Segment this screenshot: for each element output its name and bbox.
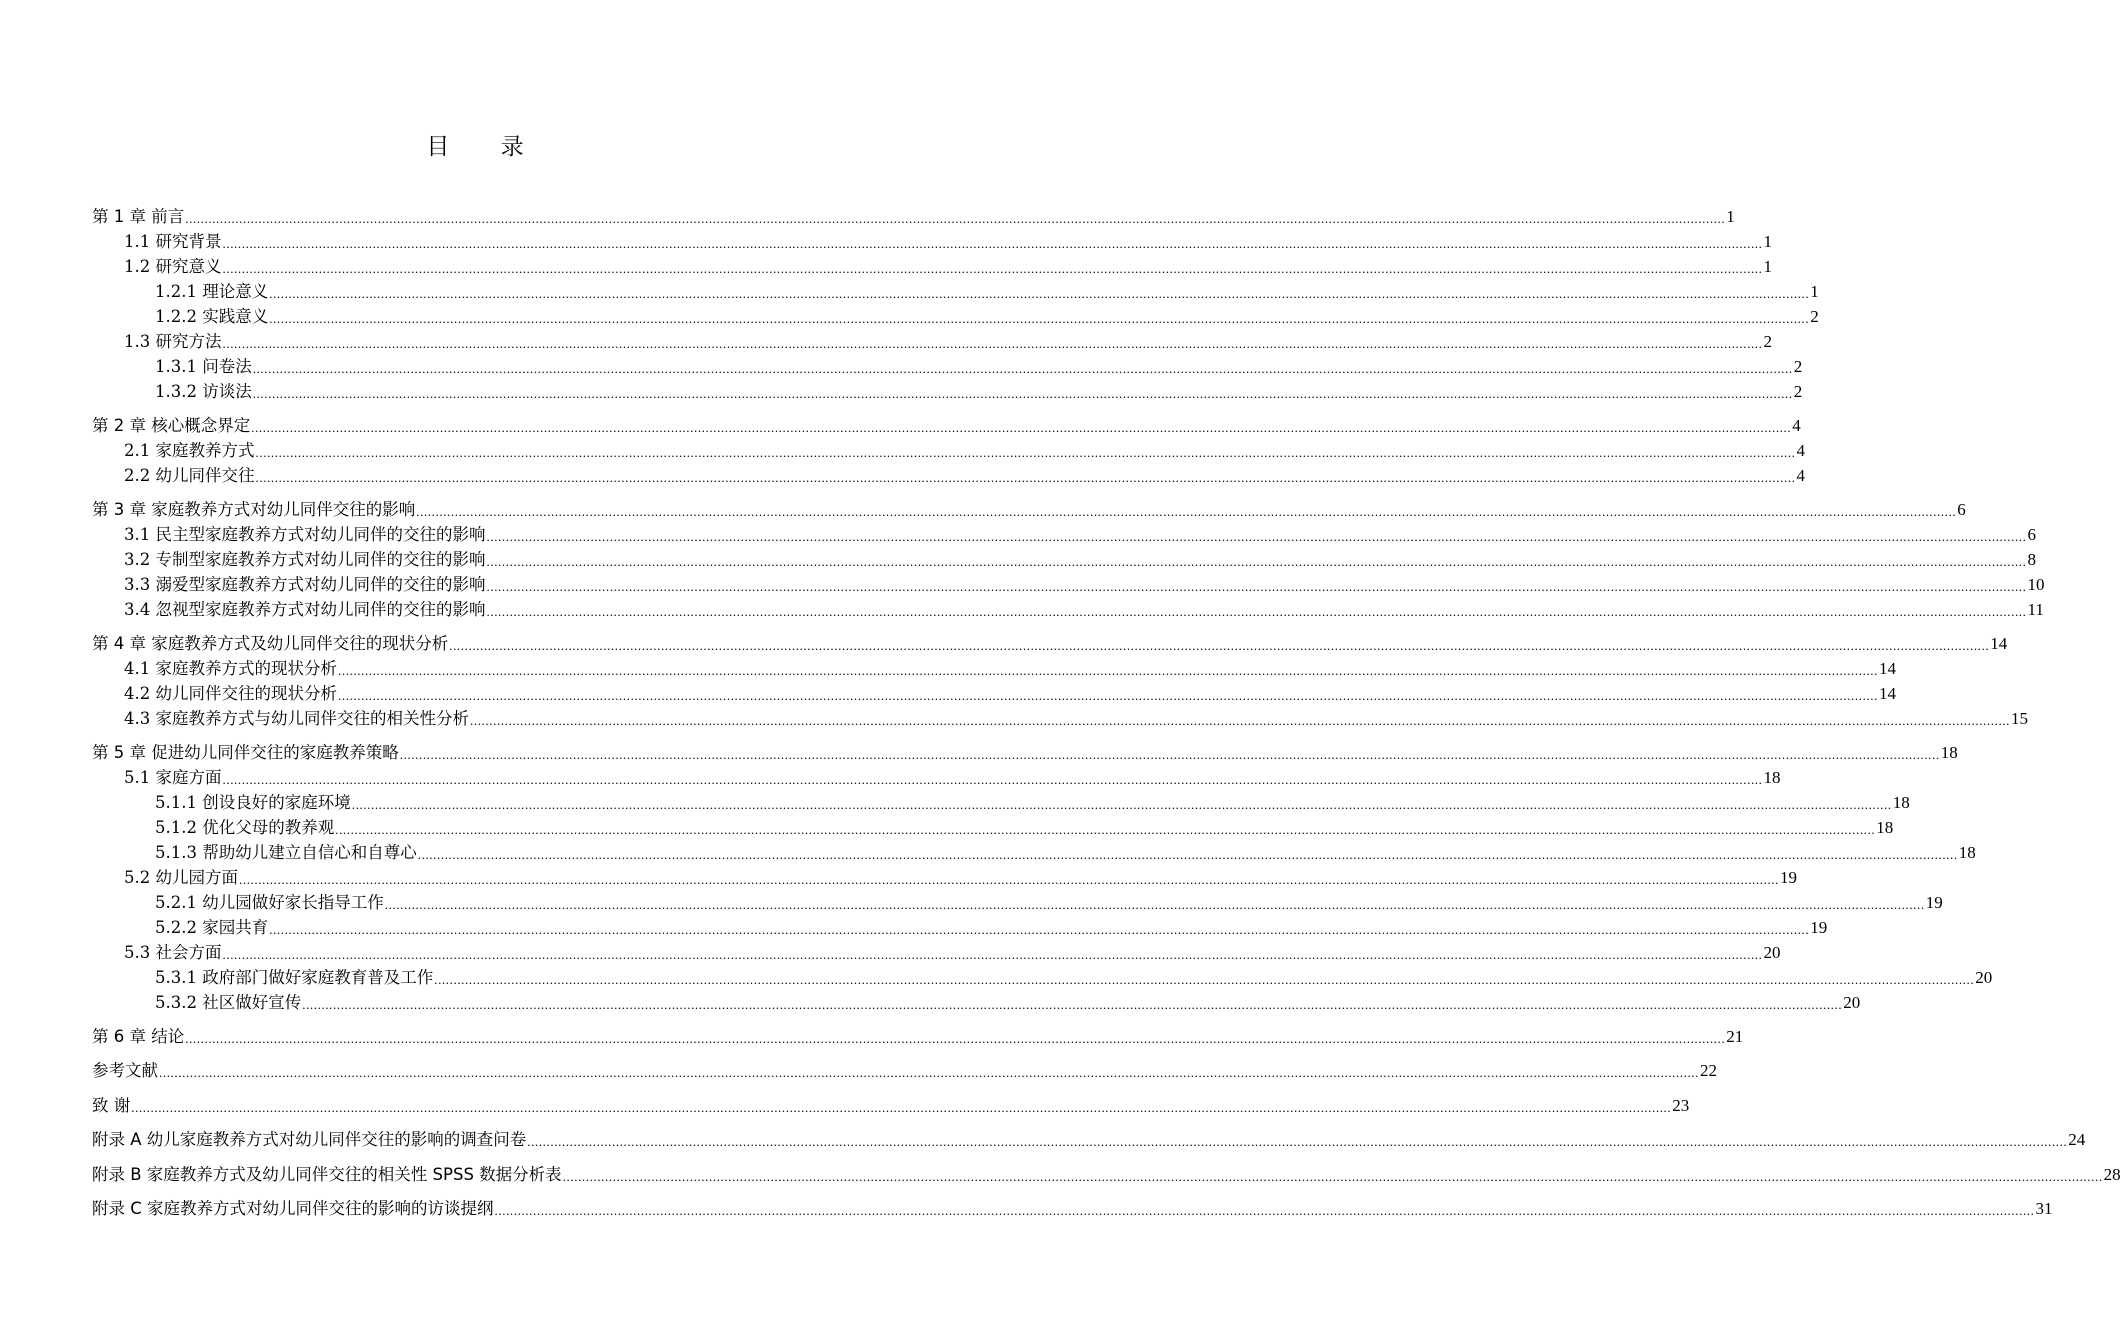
toc-entry[interactable]	[92, 816, 1894, 840]
toc-entry-label: 5.3.2 社区做好宣传	[155, 993, 302, 1012]
toc-entry[interactable]	[92, 657, 1896, 681]
toc-leader-dots: ................................................................................................................................................................................................................................................................................................................................................................................................................	[302, 997, 1843, 1012]
toc-entry[interactable]	[92, 280, 1819, 304]
toc-entry-page: 2	[1793, 382, 1803, 401]
toc-entry-page: 18	[1876, 818, 1894, 837]
toc-entry[interactable]	[92, 916, 1828, 940]
toc-entry-label: 3.2 专制型家庭教养方式对幼儿同伴的交往的影响	[124, 550, 486, 569]
toc-entry[interactable]	[92, 205, 1735, 229]
toc-entry[interactable]	[92, 355, 1803, 379]
toc-entry-page: 4	[1796, 466, 1805, 485]
toc-entry-page: 28	[2103, 1165, 2121, 1184]
toc-entry-label: 1.2.1 理论意义	[155, 282, 269, 301]
toc-leader-dots: ................................................................................................................................................................................................................................................................................................................................................................................................................	[486, 579, 2027, 594]
toc-entry[interactable]	[92, 1094, 1690, 1118]
toc-entry-page: 1	[1763, 257, 1772, 276]
toc-entry-label: 5.3.1 政府部门做好家庭教育普及工作	[155, 968, 434, 987]
toc-entry-label: 5.2.2 家园共育	[155, 918, 269, 937]
toc-entry-label: 第 2 章 核心概念界定	[92, 416, 251, 435]
toc-entry-page: 4	[1792, 416, 1801, 435]
toc-entry-page: 18	[1940, 743, 1958, 762]
toc-entry-page: 6	[1957, 500, 1966, 519]
toc-entry-label: 2.1 家庭教养方式	[124, 441, 255, 460]
toc-entry[interactable]	[92, 573, 2045, 597]
toc-entry[interactable]	[92, 707, 2028, 731]
toc-leader-dots: ................................................................................................................................................................................................................................................................................................................................................................................................................	[269, 286, 1810, 301]
toc-entry[interactable]	[92, 439, 1805, 463]
toc-entry[interactable]	[92, 414, 1801, 438]
toc-entry[interactable]	[92, 464, 1805, 488]
toc-entry[interactable]	[92, 1059, 1717, 1083]
toc-entry[interactable]	[92, 598, 2044, 622]
toc-leader-dots: ................................................................................................................................................................................................................................................................................................................................................................................................................	[416, 504, 1957, 519]
toc-entry[interactable]	[92, 941, 1781, 965]
toc-entry[interactable]	[92, 682, 1896, 706]
toc-leader-dots: ................................................................................................................................................................................................................................................................................................................................................................................................................	[251, 420, 1792, 435]
toc-leader-dots: ................................................................................................................................................................................................................................................................................................................................................................................................................	[131, 1100, 1672, 1115]
toc-entry-label: 附录 C 家庭教养方式对幼儿同伴交往的影响的访谈提纲	[92, 1199, 494, 1218]
toc-entry-label: 第 4 章 家庭教养方式及幼儿同伴交往的现状分析	[92, 634, 449, 653]
toc-entry-label: 5.3 社会方面	[124, 943, 222, 962]
toc-entry[interactable]	[92, 305, 1819, 329]
toc-entry[interactable]	[92, 255, 1772, 279]
toc-entry[interactable]	[92, 891, 1943, 915]
toc-entry-label: 第 6 章 结论	[92, 1027, 185, 1046]
toc-entry-page: 22	[1700, 1061, 1717, 1080]
toc-entry-label: 致 谢	[92, 1096, 131, 1115]
toc-leader-dots: ................................................................................................................................................................................................................................................................................................................................................................................................................	[222, 236, 1763, 251]
toc-entry[interactable]	[92, 841, 1976, 865]
toc-entry-page: 19	[1810, 918, 1828, 937]
toc-leader-dots: ................................................................................................................................................................................................................................................................................................................................................................................................................	[269, 922, 1810, 937]
toc-leader-dots: ................................................................................................................................................................................................................................................................................................................................................................................................................	[255, 470, 1796, 485]
toc-entry-page: 24	[2068, 1130, 2086, 1149]
toc-leader-dots: ................................................................................................................................................................................................................................................................................................................................................................................................................	[222, 772, 1763, 787]
toc-leader-dots: ................................................................................................................................................................................................................................................................................................................................................................................................................	[222, 336, 1763, 351]
toc-entry-label: 3.4 忽视型家庭教养方式对幼儿同伴的交往的影响	[124, 600, 486, 619]
toc-entry[interactable]	[92, 991, 1861, 1015]
toc-leader-dots: ................................................................................................................................................................................................................................................................................................................................................................................................................	[486, 554, 2027, 569]
toc-entry[interactable]	[92, 632, 2008, 656]
toc-entry[interactable]	[92, 230, 1772, 254]
toc-entry[interactable]	[92, 866, 1797, 890]
toc-entry-label: 4.2 幼儿同伴交往的现状分析	[124, 684, 337, 703]
toc-entry[interactable]	[92, 330, 1772, 354]
toc-entry-page: 11	[2027, 600, 2044, 619]
toc-entry-label: 5.1.1 创设良好的家庭环境	[155, 793, 351, 812]
toc-entry-label: 2.2 幼儿同伴交往	[124, 466, 255, 485]
toc-leader-dots: ................................................................................................................................................................................................................................................................................................................................................................................................................	[222, 947, 1763, 962]
toc-entry-page: 18	[1892, 793, 1910, 812]
toc-entry-page: 14	[1879, 684, 1896, 703]
toc-entry-label: 5.1.3 帮助幼儿建立自信心和自尊心	[155, 843, 417, 862]
toc-entry-page: 1	[1810, 282, 1819, 301]
toc-entry-label: 第 5 章 促进幼儿同伴交往的家庭教养策略	[92, 743, 399, 762]
toc-leader-dots: ................................................................................................................................................................................................................................................................................................................................................................................................................	[351, 797, 1892, 812]
toc-leader-dots: ................................................................................................................................................................................................................................................................................................................................................................................................................	[486, 604, 2027, 619]
toc-leader-dots: ................................................................................................................................................................................................................................................................................................................................................................................................................	[494, 1203, 2035, 1218]
toc-entry[interactable]	[92, 1163, 2121, 1187]
toc-entry-page: 14	[1990, 634, 2008, 653]
toc-entry-page: 4	[1796, 441, 1805, 460]
toc-leader-dots: ................................................................................................................................................................................................................................................................................................................................................................................................................	[159, 1065, 1699, 1080]
toc-entry-label: 1.1 研究背景	[124, 232, 222, 251]
toc-entry-page: 20	[1975, 968, 1993, 987]
toc-entry-label: 5.1 家庭方面	[124, 768, 222, 787]
toc-leader-dots: ................................................................................................................................................................................................................................................................................................................................................................................................................	[338, 688, 1878, 703]
toc-entry-label: 第 3 章 家庭教养方式对幼儿同伴交往的影响	[92, 500, 416, 519]
toc-entry-page: 10	[2027, 575, 2045, 594]
toc-leader-dots: ................................................................................................................................................................................................................................................................................................................................................................................................................	[252, 386, 1793, 401]
toc-entry[interactable]	[92, 966, 1993, 990]
toc-leader-dots: ................................................................................................................................................................................................................................................................................................................................................................................................................	[384, 897, 1925, 912]
toc-entry-label: 5.2.1 幼儿园做好家长指导工作	[155, 893, 384, 912]
toc-entry-label: 1.2 研究意义	[124, 257, 222, 276]
toc-entry-page: 6	[2027, 525, 2036, 544]
toc-entry-label: 1.3.1 问卷法	[155, 357, 252, 376]
toc-leader-dots: ................................................................................................................................................................................................................................................................................................................................................................................................................	[185, 211, 1726, 226]
toc-entry[interactable]	[92, 380, 1803, 404]
toc-leader-dots: ................................................................................................................................................................................................................................................................................................................................................................................................................	[399, 747, 1940, 762]
toc-leader-dots: ................................................................................................................................................................................................................................................................................................................................................................................................................	[486, 529, 2027, 544]
toc-entry[interactable]	[92, 741, 1958, 765]
toc-entry-page: 20	[1763, 943, 1781, 962]
toc-leader-dots: ................................................................................................................................................................................................................................................................................................................................................................................................................	[335, 822, 1876, 837]
toc-entry-page: 2	[1810, 307, 1819, 326]
toc-leader-dots: ................................................................................................................................................................................................................................................................................................................................................................................................................	[239, 872, 1779, 887]
toc-entry-label: 附录 A 幼儿家庭教养方式对幼儿同伴交往的影响的调查问卷	[92, 1130, 527, 1149]
toc-entry-label: 1.2.2 实践意义	[155, 307, 269, 326]
toc-leader-dots: ................................................................................................................................................................................................................................................................................................................................................................................................................	[417, 847, 1958, 862]
toc-entry-label: 第 1 章 前言	[92, 207, 185, 226]
toc-entry-label: 5.2 幼儿园方面	[124, 868, 238, 887]
toc-entry[interactable]	[92, 791, 1910, 815]
toc-entry[interactable]	[92, 1128, 2086, 1152]
toc-entry-label: 3.3 溺爱型家庭教养方式对幼儿同伴的交往的影响	[124, 575, 486, 594]
toc-entry[interactable]	[92, 766, 1781, 790]
toc-entry-page: 2	[1793, 357, 1803, 376]
toc-leader-dots: ................................................................................................................................................................................................................................................................................................................................................................................................................	[562, 1169, 2103, 1184]
toc-title: 目 录	[426, 134, 546, 160]
toc-entry-label: 5.1.2 优化父母的教养观	[155, 818, 335, 837]
toc-leader-dots: ................................................................................................................................................................................................................................................................................................................................................................................................................	[185, 1031, 1726, 1046]
toc-entry[interactable]	[92, 1197, 2053, 1221]
toc-entry[interactable]	[92, 1025, 1744, 1049]
toc-entry[interactable]	[92, 548, 2036, 572]
toc-leader-dots: ................................................................................................................................................................................................................................................................................................................................................................................................................	[527, 1134, 2068, 1149]
toc-entry-page: 20	[1843, 993, 1861, 1012]
toc-entry-page: 21	[1726, 1027, 1744, 1046]
toc-leader-dots: ................................................................................................................................................................................................................................................................................................................................................................................................................	[470, 713, 2010, 728]
toc-leader-dots: ................................................................................................................................................................................................................................................................................................................................................................................................................	[269, 311, 1810, 326]
toc-entry-label: 参考文献	[92, 1061, 158, 1080]
toc-leader-dots: ................................................................................................................................................................................................................................................................................................................................................................................................................	[434, 972, 1975, 987]
toc-entry-page: 18	[1958, 843, 1976, 862]
toc-entry-page: 19	[1780, 868, 1797, 887]
toc-entry-page: 18	[1763, 768, 1781, 787]
toc-entry-page: 19	[1925, 893, 1943, 912]
toc-entry-label: 3.1 民主型家庭教养方式对幼儿同伴的交往的影响	[124, 525, 486, 544]
toc-entry-page: 1	[1726, 207, 1735, 226]
toc-entry-page: 31	[2035, 1199, 2053, 1218]
toc-leader-dots: ................................................................................................................................................................................................................................................................................................................................................................................................................	[449, 638, 1990, 653]
toc-entry[interactable]	[92, 523, 2036, 547]
toc-leader-dots: ................................................................................................................................................................................................................................................................................................................................................................................................................	[252, 361, 1793, 376]
toc-entry[interactable]	[92, 498, 1966, 522]
toc-entry-page: 15	[2011, 709, 2028, 728]
toc-entry-page: 8	[2027, 550, 2036, 569]
toc-entry-label: 附录 B 家庭教养方式及幼儿同伴交往的相关性 SPSS 数据分析表	[92, 1165, 562, 1184]
toc-entry-label: 1.3 研究方法	[124, 332, 222, 351]
toc-entry-page: 1	[1763, 232, 1772, 251]
toc-entry-label: 1.3.2 访谈法	[155, 382, 252, 401]
toc-leader-dots: ................................................................................................................................................................................................................................................................................................................................................................................................................	[255, 445, 1796, 460]
toc-entry-label: 4.1 家庭教养方式的现状分析	[124, 659, 337, 678]
toc-leader-dots: ................................................................................................................................................................................................................................................................................................................................................................................................................	[338, 663, 1878, 678]
toc-entry-label: 4.3 家庭教养方式与幼儿同伴交往的相关性分析	[124, 709, 469, 728]
toc-entry-page: 23	[1672, 1096, 1690, 1115]
toc-entry-page: 2	[1763, 332, 1772, 351]
toc-entry-page: 14	[1879, 659, 1896, 678]
toc-leader-dots: ................................................................................................................................................................................................................................................................................................................................................................................................................	[222, 261, 1763, 276]
